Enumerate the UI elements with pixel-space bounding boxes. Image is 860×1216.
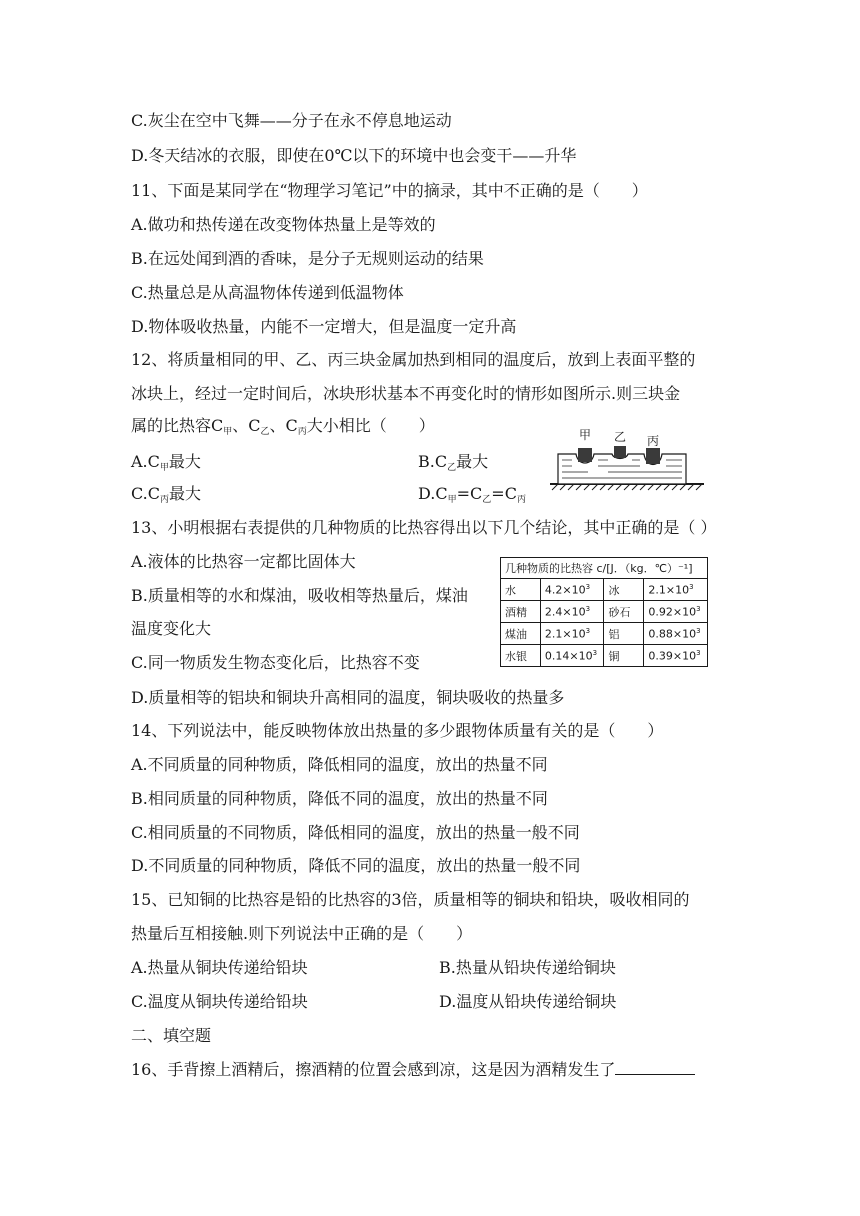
- q11-option-c: C.热量总是从高温物体传递到低温物体: [131, 283, 404, 302]
- ice-block: [558, 454, 686, 484]
- q15-stem-line2: 热量后互相接触.则下列说法中正确的是（ ）: [131, 924, 473, 943]
- q15-option-c: C.温度从铜块传递给铅块: [131, 992, 308, 1011]
- q11-option-d: D.物体吸收热量，内能不一定增大，但是温度一定升高: [131, 317, 517, 336]
- q14-option-d: D.不同质量的同种物质，降低不同的温度，放出的热量一般不同: [131, 856, 581, 875]
- q15-option-a: A.热量从铜块传递给铅块: [131, 958, 308, 977]
- q12-options-ab: [131, 451, 489, 476]
- specific-heat-table: [500, 557, 708, 667]
- q13-option-b-line2: 温度变化大: [131, 619, 212, 638]
- metal-block-bing: [646, 448, 660, 464]
- table-row: 水银 $0.14\times 10^3$ 铜 $0.39\times 10^3$: [501, 645, 708, 667]
- q13-option-a: A.液体的比热容一定都比固体大: [131, 552, 356, 571]
- q12-options-cd: [131, 483, 526, 508]
- q13-stem: 13、小明根据右表提供的几种物质的比热容得出以下几个结论，其中正确的是（ ）: [131, 518, 717, 537]
- table-row: 煤油 $2.1\times 10^3$ 铝 $0.88\times 10^3$: [501, 623, 708, 645]
- q15-options-ab: [131, 957, 616, 979]
- q10-option-d: D.冬天结冰的衣服，即使在0℃以下的环境中也会变干——升华: [131, 146, 577, 165]
- table-row: 水 $4.2\times 10^3$ 冰 $2.1\times 10^3$: [501, 579, 708, 601]
- table-caption: 几种物质的比热容 c/[J．（kg．℃）⁻¹]: [500, 557, 708, 578]
- q14-stem: 14、下列说法中，能反映物体放出热量的多少跟物体质量有关的是（ ）: [131, 721, 664, 740]
- q14-option-c: C.相同质量的不同物质，降低相同的温度，放出的热量一般不同: [131, 823, 580, 842]
- q15-option-d: D.温度从铅块传递给铜块: [439, 992, 617, 1011]
- q16-stem: 16、手背擦上酒精后，擦酒精的位置会感到凉，这是因为酒精发生了: [131, 1058, 695, 1081]
- q13-option-d: D.质量相等的铝块和铜块升高相同的温度，铜块吸收的热量多: [131, 688, 565, 707]
- q12-stem-line3: 属的比热容C甲、C乙、C丙大小相比（ ）: [131, 416, 435, 437]
- answer-blank: [615, 1058, 695, 1075]
- metal-block-jia: [578, 448, 592, 462]
- q12-option-a: A.C甲最大: [131, 452, 201, 473]
- q12-option-d: D.C甲=C乙=C丙: [418, 484, 526, 505]
- section-heading-fill-in: 二、填空题: [131, 1026, 212, 1045]
- q14-option-a: A.不同质量的同种物质，降低相同的温度，放出的热量不同: [131, 755, 548, 774]
- label-yi: 乙: [614, 430, 627, 444]
- label-jia: 甲: [579, 428, 592, 442]
- q12-stem-line2: 冰块上，经过一定时间后，冰块形状基本不再变化时的情形如图所示.则三块金: [131, 384, 681, 403]
- q14-option-b: B.相同质量的同种物质，降低不同的温度，放出的热量不同: [131, 789, 548, 808]
- q13-option-c: C.同一物质发生物态变化后，比热容不变: [131, 653, 420, 672]
- q13-option-b-line1: B.质量相等的水和煤油，吸收相等热量后，煤油: [131, 586, 468, 605]
- label-bing: 丙: [647, 434, 660, 448]
- q11-option-a: A.做功和热传递在改变物体热量上是等效的: [131, 215, 436, 234]
- q12-option-b: B.C乙最大: [418, 452, 489, 473]
- q11-option-b: B.在远处闻到酒的香味，是分子无规则运动的结果: [131, 249, 484, 268]
- q10-option-c: C.灰尘在空中飞舞——分子在永不停息地运动: [131, 111, 452, 130]
- ice-block-figure: [548, 424, 708, 492]
- q15-option-b: B.热量从铅块传递给铜块: [439, 958, 616, 977]
- q12-stem-line1: 12、将质量相同的甲、乙、丙三块金属加热到相同的温度后，放到上表面平整的: [131, 350, 696, 369]
- q15-options-cd: [131, 991, 617, 1013]
- table-row: 酒精 $2.4\times 10^3$ 砂石 $0.92\times 10^3$: [501, 601, 708, 623]
- q15-stem-line1: 15、已知铜的比热容是铅的比热容的3倍，质量相等的铜块和铅块，吸收相同的: [131, 890, 690, 909]
- q11-stem: 11、下面是某同学在“物理学习笔记”中的摘录，其中不正确的是（ ）: [131, 181, 648, 200]
- metal-block-yi: [614, 446, 626, 458]
- q12-option-c: C.C丙最大: [131, 484, 202, 505]
